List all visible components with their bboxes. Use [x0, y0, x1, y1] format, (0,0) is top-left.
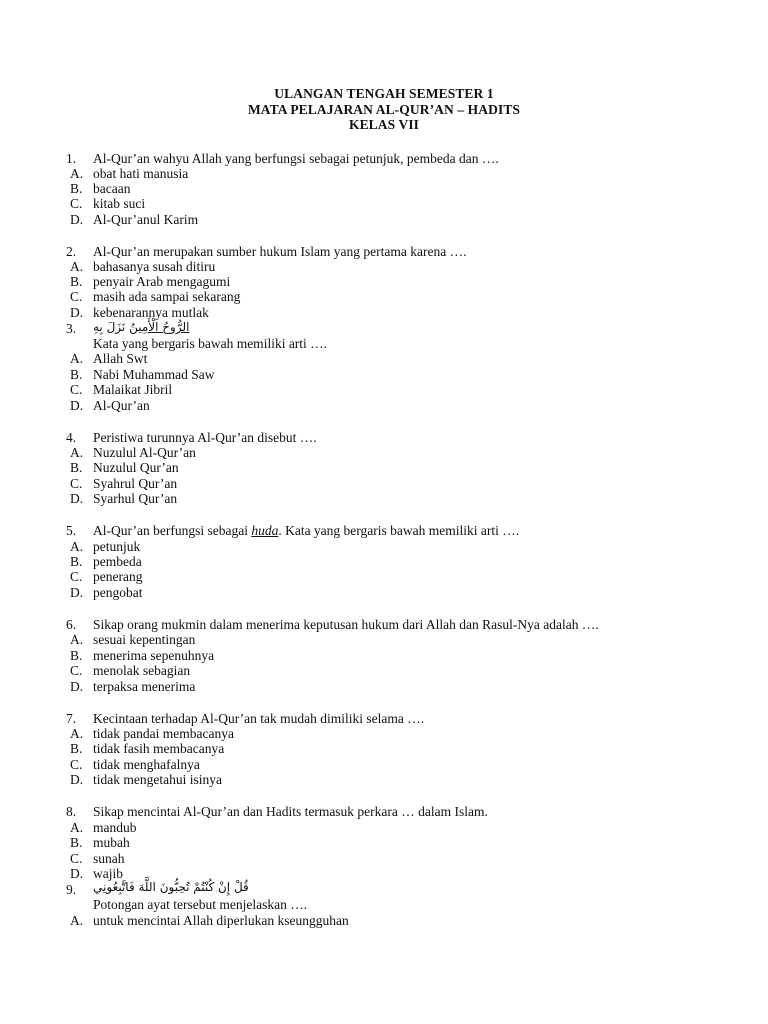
arabic-verse: قُلْ إِنْ كُنْتُمْ تُحِبُّونَ اللَّهَ فَاتَّبِعُونِي — [93, 880, 249, 894]
question-text: Al-Qur’an wahyu Allah yang berfungsi sebagai petunjuk, pembeda dan …. — [93, 151, 499, 166]
question-text-after: . Kata yang bergaris bawah memiliki arti …. — [278, 523, 520, 538]
option-text: tidak mengetahui isinya — [93, 772, 222, 787]
option-letter: D. — [70, 398, 84, 413]
option-letter: A. — [70, 632, 84, 647]
option-text: terpaksa menerima — [93, 679, 196, 694]
option-text: Malaikat Jibril — [93, 382, 173, 397]
option-text: menolak sebagian — [93, 663, 191, 678]
arabic-verse-underlined: الرُّوحُ الْأَمِينُ — [129, 320, 190, 334]
option-letter: D. — [70, 772, 84, 787]
option-letter: A. — [70, 166, 84, 181]
option-letter: B. — [70, 835, 83, 850]
question-number: 5. — [66, 523, 77, 538]
option-letter: C. — [70, 196, 83, 211]
question-text: Al-Qur’an merupakan sumber hukum Islam yang pertama karena …. — [93, 244, 467, 259]
option-letter: D. — [70, 491, 84, 506]
option-text: Al-Qur’anul Karim — [93, 212, 199, 227]
arabic-verse-text: نَزَلَ بِهِ — [93, 320, 126, 334]
option-text: penerang — [93, 569, 143, 584]
option-letter: B. — [70, 367, 83, 382]
option-letter: B. — [70, 460, 83, 475]
question-number: 9. — [66, 882, 77, 897]
exam-header — [0, 86, 768, 133]
option-letter: C. — [70, 476, 83, 491]
option-letter: D. — [70, 679, 84, 694]
option-text: tidak menghafalnya — [93, 757, 200, 772]
option-letter: C. — [70, 663, 83, 678]
question-number: 7. — [66, 711, 77, 726]
option-letter: B. — [70, 554, 83, 569]
option-text: tidak fasih membacanya — [93, 741, 225, 756]
option-text: mubah — [93, 835, 130, 850]
option-letter: C. — [70, 757, 83, 772]
option-letter: D. — [70, 212, 84, 227]
option-text: bahasanya susah ditiru — [93, 259, 216, 274]
exam-title: ULANGAN TENGAH SEMESTER 1 — [274, 86, 494, 101]
question-number: 8. — [66, 804, 77, 819]
option-text: Nabi Muhammad Saw — [93, 367, 215, 382]
option-letter: C. — [70, 569, 83, 584]
option-text: Allah Swt — [93, 351, 148, 366]
option-text: kebenarannya mutlak — [93, 305, 209, 320]
question-text: Sikap orang mukmin dalam menerima keputusan hukum dari Allah dan Rasul-Nya adalah …. — [93, 617, 599, 632]
option-text: Syarhul Qur’an — [93, 491, 178, 506]
option-text: petunjuk — [93, 539, 141, 554]
option-text: obat hati manusia — [93, 166, 189, 181]
question-number: 3. — [66, 321, 77, 336]
question-text: Kecintaan terhadap Al-Qur’an tak mudah dimiliki selama …. — [93, 711, 425, 726]
question-number: 4. — [66, 430, 77, 445]
exam-subject: MATA PELAJARAN AL-QUR’AN – HADITS — [247, 101, 521, 117]
option-letter: D. — [70, 305, 84, 320]
option-letter: A. — [70, 913, 84, 928]
option-letter: B. — [70, 741, 83, 756]
option-text: sunah — [93, 851, 125, 866]
question-number: 6. — [66, 617, 77, 632]
arabic-verse — [93, 320, 189, 335]
option-text: masih ada sampai sekarang — [93, 289, 241, 304]
option-letter: A. — [70, 726, 84, 741]
exam-class: KELAS VII — [348, 117, 420, 132]
option-text: kitab suci — [93, 196, 146, 211]
question-text-before: Al-Qur’an berfungsi sebagai — [93, 523, 252, 538]
option-letter: A. — [70, 259, 84, 274]
question-text: Peristiwa turunnya Al-Qur’an disebut …. — [93, 430, 317, 445]
option-letter: D. — [70, 866, 84, 881]
question-number: 2. — [66, 244, 77, 259]
option-letter: A. — [70, 351, 84, 366]
option-text: Nuzulul Al-Qur’an — [93, 445, 196, 460]
option-text: menerima sepenuhnya — [93, 648, 215, 663]
option-letter: B. — [70, 648, 83, 663]
option-text: tidak pandai membacanya — [93, 726, 234, 741]
option-text: Nuzulul Qur’an — [93, 460, 179, 475]
option-letter: B. — [70, 181, 83, 196]
question-text — [93, 523, 519, 538]
question-text: Kata yang bergaris bawah memiliki arti …. — [93, 336, 328, 351]
question-text: Potongan ayat tersebut menjelaskan …. — [93, 897, 308, 912]
option-text: mandub — [93, 820, 137, 835]
option-letter: D. — [70, 585, 84, 600]
option-letter: C. — [70, 851, 83, 866]
option-letter: A. — [70, 539, 84, 554]
option-letter: C. — [70, 382, 83, 397]
option-text: Syahrul Qur’an — [93, 476, 178, 491]
underlined-term: huda — [251, 523, 279, 538]
option-text: penyair Arab mengagumi — [93, 274, 231, 289]
question-number: 1. — [66, 151, 77, 166]
option-letter: C. — [70, 289, 83, 304]
option-text: bacaan — [93, 181, 131, 196]
option-letter: A. — [70, 445, 84, 460]
option-text: pembeda — [93, 554, 142, 569]
option-text: Al-Qur’an — [93, 398, 150, 413]
option-text: untuk mencintai Allah diperlukan kseungguhan — [93, 913, 349, 928]
option-letter: B. — [70, 274, 83, 289]
option-text: wajib — [93, 866, 123, 881]
question-text: Sikap mencintai Al-Qur’an dan Hadits termasuk perkara … dalam Islam. — [93, 804, 488, 819]
option-text: sesuai kepentingan — [93, 632, 196, 647]
option-letter: A. — [70, 820, 84, 835]
option-text: pengobat — [93, 585, 143, 600]
